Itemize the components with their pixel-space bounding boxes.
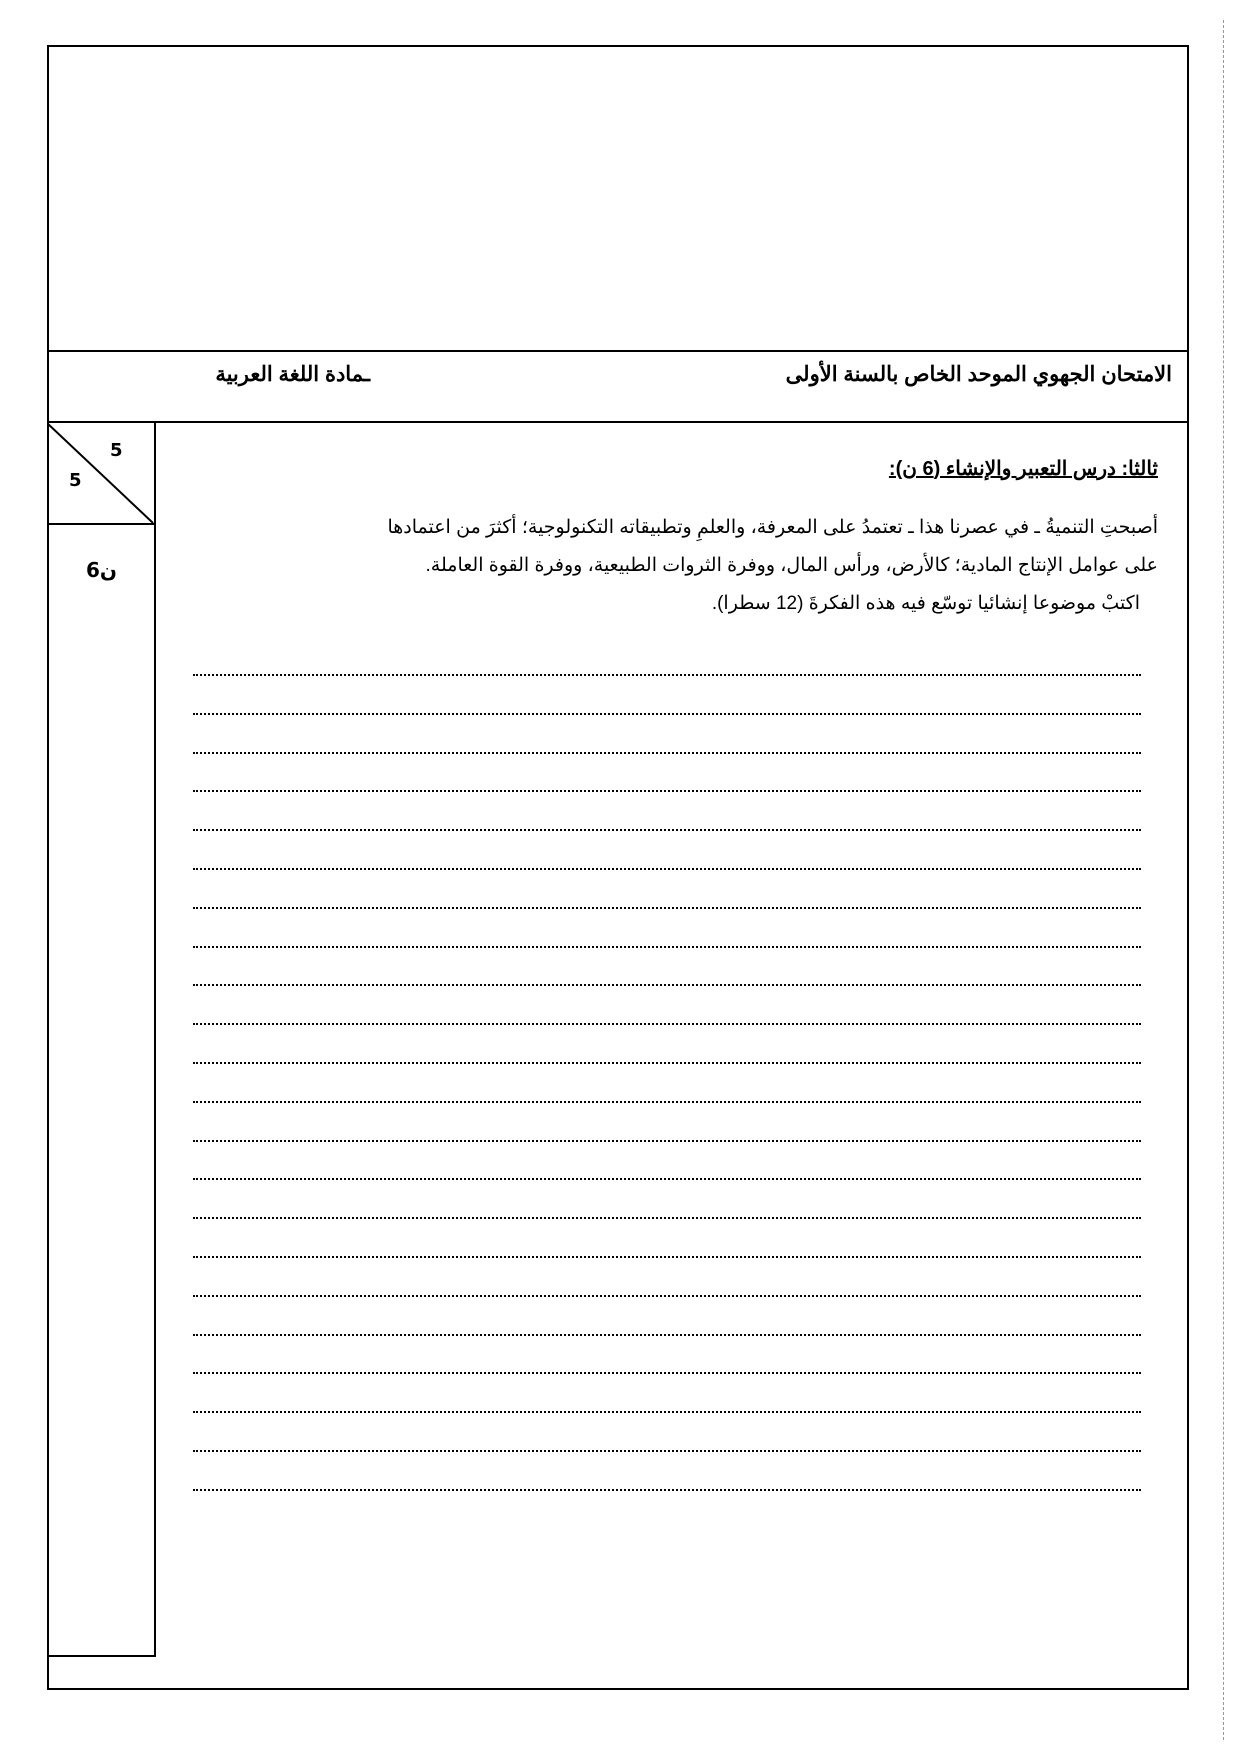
exam-title: الامتحان الجهوي الموحد الخاص بالسنة الأولى: [785, 363, 1172, 386]
prompt-line-3: اكتبْ موضوعا إنشائيا توسّع فيه هذه الفكرةَ (12 سطرا).: [711, 593, 1140, 614]
subject-label: ـمادة اللغة العربية: [215, 363, 370, 386]
answer-line[interactable]: [193, 713, 1141, 715]
points-label: 6ن: [86, 558, 117, 582]
prompt-line-1: أصبحتِ التنميةُ ـ في عصرنا هذا ـ تعتمدُ على المعرفة، والعلمِ وتطبيقاته التكنولوجية؛ أكثرَ من اعتمادها: [387, 517, 1158, 538]
answer-line[interactable]: [193, 946, 1141, 948]
answer-line[interactable]: [193, 1023, 1141, 1025]
answer-line[interactable]: [193, 1372, 1141, 1374]
header-bottom-rule: [47, 421, 1187, 423]
top-score: 5: [110, 440, 123, 461]
answer-line[interactable]: [193, 829, 1141, 831]
answer-line[interactable]: [193, 868, 1141, 870]
answer-line[interactable]: [193, 1450, 1141, 1452]
grading-diagonal: [47, 423, 155, 524]
grading-column-bottom: [47, 1655, 156, 1657]
section-title: ثالثا: درس التعبير والإنشاء (6 ن):: [888, 458, 1158, 480]
answer-line[interactable]: [193, 1411, 1141, 1413]
answer-line[interactable]: [193, 1295, 1141, 1297]
bottom-score: 5: [69, 470, 82, 491]
scan-edge-line: [1223, 20, 1224, 1740]
answer-line[interactable]: [193, 907, 1141, 909]
answer-line[interactable]: [193, 1489, 1141, 1491]
answer-line[interactable]: [193, 752, 1141, 754]
answer-line[interactable]: [193, 1256, 1141, 1258]
answer-line[interactable]: [193, 1101, 1141, 1103]
answer-line[interactable]: [193, 1062, 1141, 1064]
answer-line[interactable]: [193, 1140, 1141, 1142]
answer-line[interactable]: [193, 1178, 1141, 1180]
header-top-rule: [47, 350, 1187, 352]
answer-line[interactable]: [193, 1334, 1141, 1336]
answer-line[interactable]: [193, 984, 1141, 986]
answer-line[interactable]: [193, 674, 1141, 676]
grading-column-divider: [154, 421, 156, 1655]
answer-line[interactable]: [193, 1217, 1141, 1219]
prompt-line-2: على عوامل الإنتاج المادية؛ كالأرض، ورأس المال، ووفرة الثروات الطبيعية، ووفرة القوة العاملة.: [425, 555, 1158, 576]
answer-line[interactable]: [193, 790, 1141, 792]
